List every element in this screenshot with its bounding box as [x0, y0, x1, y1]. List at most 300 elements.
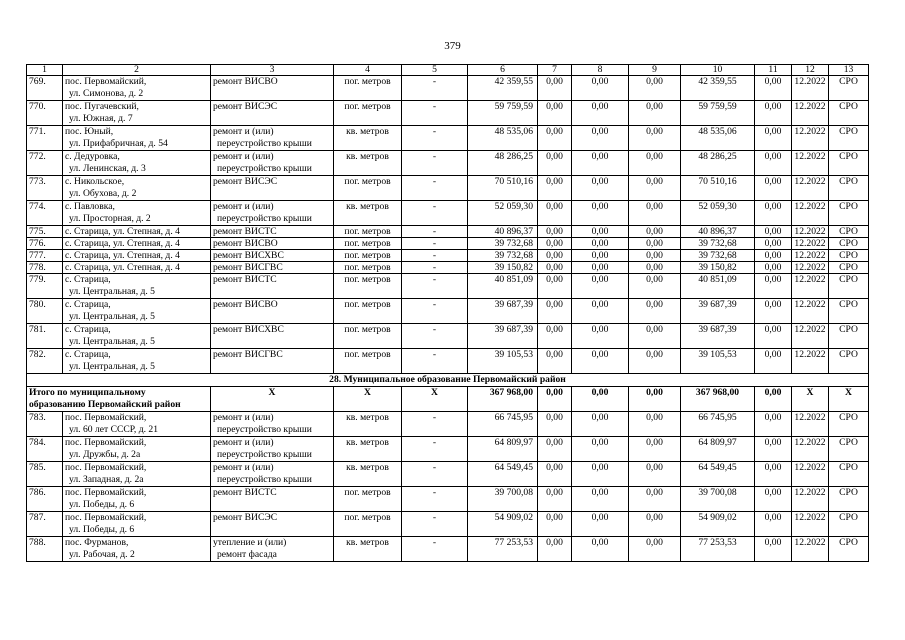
unit-cell: пог. метров [334, 349, 402, 374]
deadline-cell: 12.2022 [792, 262, 829, 274]
work-type-cell-line: утепление и (или) [213, 537, 287, 548]
value-cell: 0,00 [538, 238, 572, 250]
deadline-cell: 12.2022 [792, 349, 829, 374]
method-cell: СРО [829, 101, 869, 126]
table-row [27, 299, 869, 324]
row-number: 781. [27, 324, 63, 349]
value-cell: 0,00 [755, 238, 792, 250]
method-cell: СРО [829, 324, 869, 349]
work-type-cell-line: ремонт ВИСВО [213, 238, 278, 249]
value-cell: 0,00 [755, 101, 792, 126]
cost-cell: 48 286,25 [681, 151, 755, 176]
cost-cell: 64 549,45 [468, 462, 538, 487]
value-cell: 0,00 [755, 126, 792, 151]
address-cell-line: ул. Победы, д. 6 [69, 499, 135, 510]
cost-cell: 52 059,30 [468, 201, 538, 226]
address-cell-line: ул. Южная, д. 7 [69, 113, 133, 124]
value-cell: 0,00 [538, 250, 572, 262]
cost-cell: 77 253,53 [681, 537, 755, 562]
row-number: 782. [27, 349, 63, 374]
value-cell: 0,00 [572, 349, 629, 374]
work-type-cell [211, 226, 334, 238]
value-cell: - [402, 250, 468, 262]
work-type-cell [211, 487, 334, 512]
address-cell-line: с. Старица, ул. Степная, д. 4 [65, 238, 180, 249]
total-value: 0,00 [538, 387, 572, 412]
row-number: 786. [27, 487, 63, 512]
total-label-line: Итого по муниципальному [29, 387, 146, 398]
value-cell: 0,00 [629, 412, 681, 437]
address-cell-line: с. Старица, [65, 274, 111, 285]
value-cell: 0,00 [572, 250, 629, 262]
work-type-cell [211, 262, 334, 274]
address-cell [63, 437, 211, 462]
value-cell: 0,00 [572, 412, 629, 437]
capital-repair-table [26, 64, 869, 562]
address-cell [63, 226, 211, 238]
value-cell: 0,00 [755, 512, 792, 537]
unit-cell: пог. метров [334, 176, 402, 201]
work-type-cell-line: ремонт ВИСХВС [213, 250, 284, 261]
total-value: X [402, 387, 468, 412]
total-label [27, 387, 211, 412]
address-cell [63, 250, 211, 262]
address-cell-line: с. Старица, [65, 349, 111, 360]
cost-cell: 40 896,37 [468, 226, 538, 238]
cost-cell: 39 105,53 [468, 349, 538, 374]
unit-cell: кв. метров [334, 437, 402, 462]
cost-cell: 42 359,55 [468, 76, 538, 101]
address-cell-line: пос. Первомайский, [65, 437, 147, 448]
work-type-cell-line: ремонт ВИСГВС [213, 262, 283, 273]
work-type-cell [211, 250, 334, 262]
cost-cell: 39 732,68 [681, 238, 755, 250]
work-type-cell-line: ремонт ВИСВО [213, 299, 278, 310]
work-type-cell-line: ремонт и (или) [213, 126, 274, 137]
cost-cell: 40 896,37 [681, 226, 755, 238]
cost-cell: 48 535,06 [468, 126, 538, 151]
deadline-cell: 12.2022 [792, 462, 829, 487]
deadline-cell: 12.2022 [792, 299, 829, 324]
value-cell: 0,00 [538, 201, 572, 226]
address-cell-line: ул. Прифабричная, д. 54 [69, 138, 168, 149]
total-value: X [792, 387, 829, 412]
address-cell-line: пос. Первомайский, [65, 487, 147, 498]
column-number: 8 [572, 65, 629, 76]
cost-cell: 39 687,39 [681, 324, 755, 349]
section-title: 28. Муниципальное образование Первомайский район [27, 374, 869, 387]
address-cell [63, 176, 211, 201]
work-type-cell [211, 412, 334, 437]
cost-cell: 64 549,45 [681, 462, 755, 487]
cost-cell: 39 150,82 [681, 262, 755, 274]
work-type-cell [211, 201, 334, 226]
address-cell [63, 512, 211, 537]
value-cell: - [402, 412, 468, 437]
work-type-cell [211, 176, 334, 201]
method-cell: СРО [829, 126, 869, 151]
method-cell: СРО [829, 437, 869, 462]
work-type-cell-line: ремонт и (или) [213, 201, 274, 212]
value-cell: 0,00 [572, 512, 629, 537]
unit-cell: кв. метров [334, 462, 402, 487]
page-number: 379 [444, 40, 461, 52]
value-cell: 0,00 [538, 512, 572, 537]
address-cell [63, 487, 211, 512]
method-cell: СРО [829, 537, 869, 562]
work-type-cell [211, 512, 334, 537]
value-cell: - [402, 151, 468, 176]
row-number: 780. [27, 299, 63, 324]
work-type-cell [211, 274, 334, 299]
value-cell: - [402, 226, 468, 238]
value-cell: - [402, 126, 468, 151]
address-cell-line: с. Дедуровка, [65, 151, 120, 162]
total-value: 0,00 [629, 387, 681, 412]
work-type-cell-line: ремонт ВИСТС [213, 226, 277, 237]
table-row [27, 462, 869, 487]
cost-cell: 48 535,06 [681, 126, 755, 151]
address-cell-line: ул. Центральная, д. 5 [69, 311, 155, 322]
address-cell [63, 324, 211, 349]
total-value: X [211, 387, 334, 412]
row-number: 777. [27, 250, 63, 262]
value-cell: 0,00 [629, 487, 681, 512]
address-cell-line: с. Старица, [65, 324, 111, 335]
cost-cell: 39 687,39 [468, 299, 538, 324]
cost-cell: 59 759,59 [468, 101, 538, 126]
deadline-cell: 12.2022 [792, 487, 829, 512]
table-row [27, 101, 869, 126]
address-cell [63, 76, 211, 101]
value-cell: 0,00 [629, 324, 681, 349]
cost-cell: 39 105,53 [681, 349, 755, 374]
total-value: X [829, 387, 869, 412]
address-cell-line: ул. Центральная, д. 5 [69, 336, 155, 347]
row-number: 774. [27, 201, 63, 226]
value-cell: 0,00 [755, 462, 792, 487]
value-cell: 0,00 [755, 262, 792, 274]
address-cell-line: ул. Дружбы, д. 2а [69, 449, 141, 460]
cost-cell: 64 809,97 [681, 437, 755, 462]
work-type-cell [211, 126, 334, 151]
work-type-cell-line: ремонт ВИСТС [213, 487, 277, 498]
column-number: 10 [681, 65, 755, 76]
row-number: 779. [27, 274, 63, 299]
total-value: X [334, 387, 402, 412]
value-cell: 0,00 [572, 274, 629, 299]
cost-cell: 40 851,09 [468, 274, 538, 299]
row-number: 788. [27, 537, 63, 562]
cost-cell: 66 745,95 [468, 412, 538, 437]
address-cell [63, 412, 211, 437]
value-cell: 0,00 [538, 324, 572, 349]
value-cell: 0,00 [755, 349, 792, 374]
work-type-cell-line: ремонт ВИСГВС [213, 349, 283, 360]
work-type-cell-line: ремонт ВИСЭС [213, 176, 278, 187]
cost-cell: 39 687,39 [681, 299, 755, 324]
address-cell-line: пос. Фурманов, [65, 537, 129, 548]
address-cell [63, 462, 211, 487]
method-cell: СРО [829, 226, 869, 238]
address-cell-line: ул. Центральная, д. 5 [69, 286, 155, 297]
cost-cell: 39 732,68 [468, 238, 538, 250]
address-cell-line: пос. Юный, [65, 126, 114, 137]
cost-cell: 52 059,30 [681, 201, 755, 226]
value-cell: 0,00 [572, 151, 629, 176]
table-row [27, 537, 869, 562]
address-cell-line: ул. Ленинская, д. 3 [69, 163, 146, 174]
value-cell: 0,00 [629, 76, 681, 101]
value-cell: 0,00 [538, 262, 572, 274]
value-cell: 0,00 [572, 299, 629, 324]
address-cell-line: с. Павловка, [65, 201, 115, 212]
work-type-cell [211, 76, 334, 101]
table-row [27, 126, 869, 151]
column-number: 9 [629, 65, 681, 76]
table-row [27, 226, 869, 238]
value-cell: - [402, 176, 468, 201]
address-cell [63, 201, 211, 226]
work-type-cell-line: ремонт и (или) [213, 462, 274, 473]
row-number: 775. [27, 226, 63, 238]
value-cell: 0,00 [629, 299, 681, 324]
deadline-cell: 12.2022 [792, 250, 829, 262]
deadline-cell: 12.2022 [792, 537, 829, 562]
cost-cell: 39 732,68 [468, 250, 538, 262]
column-number: 12 [792, 65, 829, 76]
address-cell-line: ул. 60 лет СССР, д. 21 [69, 424, 158, 435]
address-cell-line: с. Старица, ул. Степная, д. 4 [65, 250, 180, 261]
value-cell: 0,00 [538, 462, 572, 487]
value-cell: 0,00 [538, 349, 572, 374]
cost-cell: 66 745,95 [681, 412, 755, 437]
column-number: 7 [538, 65, 572, 76]
cost-cell: 39 700,08 [681, 487, 755, 512]
column-number: 13 [829, 65, 869, 76]
method-cell: СРО [829, 201, 869, 226]
deadline-cell: 12.2022 [792, 226, 829, 238]
value-cell: 0,00 [538, 412, 572, 437]
value-cell: - [402, 76, 468, 101]
unit-cell: пог. метров [334, 101, 402, 126]
method-cell: СРО [829, 151, 869, 176]
work-type-cell-line: ремонт ВИСТС [213, 274, 277, 285]
value-cell: 0,00 [629, 151, 681, 176]
address-cell-line: с. Старица, ул. Степная, д. 4 [65, 262, 180, 273]
method-cell: СРО [829, 176, 869, 201]
value-cell: 0,00 [629, 238, 681, 250]
address-cell-line: ул. Рабочая, д. 2 [69, 549, 135, 560]
row-number: 778. [27, 262, 63, 274]
value-cell: - [402, 101, 468, 126]
deadline-cell: 12.2022 [792, 101, 829, 126]
value-cell: 0,00 [629, 537, 681, 562]
cost-cell: 39 150,82 [468, 262, 538, 274]
row-number: 787. [27, 512, 63, 537]
unit-cell: пог. метров [334, 262, 402, 274]
work-type-cell [211, 437, 334, 462]
table-row [27, 176, 869, 201]
table-row [27, 274, 869, 299]
value-cell: 0,00 [572, 101, 629, 126]
cost-cell: 54 909,02 [681, 512, 755, 537]
method-cell: СРО [829, 76, 869, 101]
unit-cell: кв. метров [334, 201, 402, 226]
work-type-cell-line: ремонт ВИСХВС [213, 324, 284, 335]
deadline-cell: 12.2022 [792, 512, 829, 537]
address-cell-line: пос. Первомайский, [65, 512, 147, 523]
total-value: 0,00 [572, 387, 629, 412]
address-cell-line: ул. Западная, д. 2а [69, 474, 144, 485]
value-cell: 0,00 [629, 462, 681, 487]
value-cell: 0,00 [629, 262, 681, 274]
cost-cell: 70 510,16 [681, 176, 755, 201]
work-type-cell-line: переустройство крыши [217, 163, 312, 174]
address-cell-line: ул. Просторная, д. 2 [69, 213, 151, 224]
deadline-cell: 12.2022 [792, 126, 829, 151]
work-type-cell-line: ремонт и (или) [213, 437, 274, 448]
address-cell-line: ул. Центральная, д. 5 [69, 361, 155, 372]
value-cell: 0,00 [755, 76, 792, 101]
work-type-cell-line: ремонт фасада [217, 549, 277, 560]
deadline-cell: 12.2022 [792, 76, 829, 101]
address-cell [63, 349, 211, 374]
deadline-cell: 12.2022 [792, 412, 829, 437]
method-cell: СРО [829, 487, 869, 512]
value-cell: 0,00 [538, 101, 572, 126]
value-cell: 0,00 [572, 462, 629, 487]
method-cell: СРО [829, 412, 869, 437]
address-cell-line: с. Старица, ул. Степная, д. 4 [65, 226, 180, 237]
table-row [27, 412, 869, 437]
total-row [27, 387, 869, 412]
value-cell: 0,00 [538, 226, 572, 238]
method-cell: СРО [829, 274, 869, 299]
cost-cell: 42 359,55 [681, 76, 755, 101]
value-cell: 0,00 [629, 176, 681, 201]
unit-cell: пог. метров [334, 487, 402, 512]
cost-cell: 39 687,39 [468, 324, 538, 349]
section-row [27, 374, 869, 387]
column-number: 3 [211, 65, 334, 76]
table-row [27, 76, 869, 101]
value-cell: 0,00 [572, 126, 629, 151]
value-cell: 0,00 [755, 487, 792, 512]
value-cell: 0,00 [755, 151, 792, 176]
unit-cell: пог. метров [334, 299, 402, 324]
work-type-cell-line: переустройство крыши [217, 424, 312, 435]
table-row [27, 437, 869, 462]
total-cost: 367 968,00 [468, 387, 538, 412]
work-type-cell-line: ремонт и (или) [213, 412, 274, 423]
method-cell: СРО [829, 512, 869, 537]
work-type-cell-line: ремонт ВИСВО [213, 76, 278, 87]
value-cell: 0,00 [572, 262, 629, 274]
value-cell: 0,00 [629, 349, 681, 374]
deadline-cell: 12.2022 [792, 151, 829, 176]
method-cell: СРО [829, 238, 869, 250]
value-cell: - [402, 324, 468, 349]
value-cell: - [402, 437, 468, 462]
value-cell: 0,00 [629, 274, 681, 299]
row-number: 772. [27, 151, 63, 176]
method-cell: СРО [829, 250, 869, 262]
address-cell-line: пос. Первомайский, [65, 462, 147, 473]
table-row [27, 487, 869, 512]
value-cell: 0,00 [538, 151, 572, 176]
work-type-cell [211, 537, 334, 562]
unit-cell: пог. метров [334, 226, 402, 238]
work-type-cell [211, 151, 334, 176]
address-cell [63, 101, 211, 126]
unit-cell: пог. метров [334, 76, 402, 101]
cost-cell: 77 253,53 [468, 537, 538, 562]
table-row [27, 262, 869, 274]
cost-cell: 59 759,59 [681, 101, 755, 126]
value-cell: 0,00 [538, 126, 572, 151]
row-number: 769. [27, 76, 63, 101]
value-cell: - [402, 349, 468, 374]
unit-cell: пог. метров [334, 324, 402, 349]
cost-cell: 40 851,09 [681, 274, 755, 299]
method-cell: СРО [829, 462, 869, 487]
column-number-row [27, 65, 869, 76]
deadline-cell: 12.2022 [792, 201, 829, 226]
row-number: 785. [27, 462, 63, 487]
deadline-cell: 12.2022 [792, 238, 829, 250]
value-cell: 0,00 [755, 324, 792, 349]
column-number: 5 [402, 65, 468, 76]
row-number: 771. [27, 126, 63, 151]
row-number: 770. [27, 101, 63, 126]
address-cell-line: ул. Симонова, д. 2 [69, 88, 144, 99]
work-type-cell [211, 462, 334, 487]
deadline-cell: 12.2022 [792, 437, 829, 462]
address-cell [63, 299, 211, 324]
value-cell: 0,00 [755, 274, 792, 299]
cost-cell: 54 909,02 [468, 512, 538, 537]
value-cell: 0,00 [572, 176, 629, 201]
work-type-cell [211, 238, 334, 250]
unit-cell: пог. метров [334, 238, 402, 250]
deadline-cell: 12.2022 [792, 274, 829, 299]
deadline-cell: 12.2022 [792, 324, 829, 349]
value-cell: 0,00 [572, 76, 629, 101]
value-cell: 0,00 [755, 299, 792, 324]
unit-cell: кв. метров [334, 537, 402, 562]
value-cell: 0,00 [755, 537, 792, 562]
work-type-cell-line: переустройство крыши [217, 449, 312, 460]
value-cell: 0,00 [755, 250, 792, 262]
address-cell-line: пос. Пугачевский, [65, 101, 139, 112]
value-cell: 0,00 [538, 176, 572, 201]
value-cell: 0,00 [572, 537, 629, 562]
address-cell [63, 262, 211, 274]
cost-cell: 39 700,08 [468, 487, 538, 512]
work-type-cell [211, 324, 334, 349]
work-type-cell-line: переустройство крыши [217, 213, 312, 224]
unit-cell: пог. метров [334, 274, 402, 299]
value-cell: - [402, 238, 468, 250]
unit-cell: кв. метров [334, 126, 402, 151]
table-row [27, 250, 869, 262]
total-label-line: образованию Первомайский район [29, 399, 181, 410]
address-cell [63, 537, 211, 562]
value-cell: - [402, 537, 468, 562]
cost-cell: 39 732,68 [681, 250, 755, 262]
table-row [27, 238, 869, 250]
